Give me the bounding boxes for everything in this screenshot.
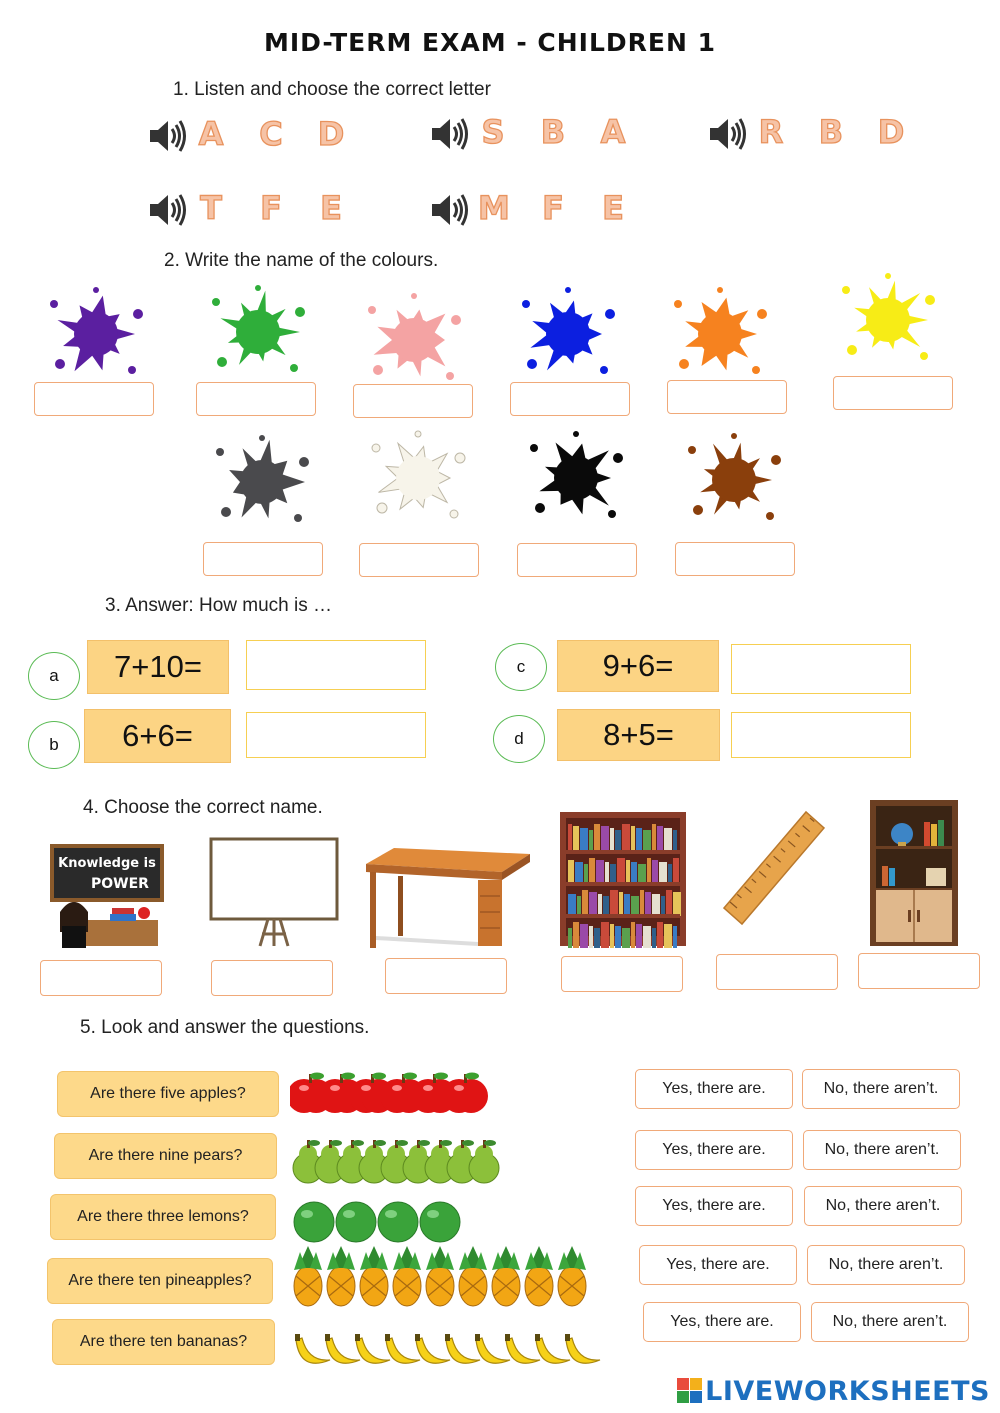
colour-answer-input[interactable] bbox=[667, 380, 787, 414]
cupboard-icon bbox=[868, 798, 960, 948]
letter-choice[interactable]: M bbox=[478, 189, 510, 227]
object-answer-select[interactable] bbox=[40, 960, 162, 996]
liveworksheets-logo bbox=[677, 1376, 990, 1407]
yes-option-button[interactable]: Yes, there are. bbox=[639, 1245, 797, 1285]
colour-answer-input[interactable] bbox=[517, 543, 637, 577]
paint-splat-icon bbox=[682, 430, 786, 530]
paint-splat-icon bbox=[524, 428, 628, 528]
letter-choice[interactable]: C bbox=[259, 115, 283, 153]
item-label-circle: c bbox=[495, 643, 547, 691]
colour-answer-input[interactable] bbox=[675, 542, 795, 576]
letter-choice[interactable]: R bbox=[758, 113, 784, 151]
letter-choices bbox=[196, 115, 346, 153]
section3-instruction: 3. Answer: How much is … bbox=[105, 595, 333, 616]
ruler-icon bbox=[720, 808, 828, 928]
paint-splat-icon bbox=[366, 428, 470, 528]
speaker-icon[interactable] bbox=[708, 114, 748, 154]
speaker-icon[interactable] bbox=[148, 116, 188, 156]
object-answer-select[interactable] bbox=[211, 960, 333, 996]
paint-splat-icon bbox=[668, 284, 772, 384]
sum-expression: 6+6= bbox=[84, 709, 231, 763]
speaker-icon[interactable] bbox=[430, 190, 470, 230]
letter-choice[interactable]: F bbox=[542, 189, 564, 227]
paint-splat-icon bbox=[516, 284, 620, 384]
liveworksheets-badge-icon bbox=[677, 1378, 703, 1406]
speaker-icon[interactable] bbox=[430, 114, 470, 154]
colour-answer-input[interactable] bbox=[196, 382, 316, 416]
sum-answer-input[interactable] bbox=[246, 640, 426, 690]
desk-icon bbox=[362, 846, 532, 950]
letter-choice[interactable]: B bbox=[540, 113, 566, 151]
yes-option-button[interactable]: Yes, there are. bbox=[643, 1302, 801, 1342]
letter-choices bbox=[756, 113, 906, 151]
speaker-icon[interactable] bbox=[148, 190, 188, 230]
item-label-circle: a bbox=[28, 652, 80, 700]
colour-answer-input[interactable] bbox=[510, 382, 630, 416]
no-option-button[interactable]: No, there aren’t. bbox=[811, 1302, 969, 1342]
page-title: MID-TERM EXAM - CHILDREN 1 bbox=[263, 28, 717, 57]
paint-splat-icon bbox=[206, 282, 310, 382]
colour-answer-input[interactable] bbox=[359, 543, 479, 577]
letter-choices bbox=[196, 189, 346, 227]
liveworksheets-brand: LIVEWORKSHEETS bbox=[705, 1376, 990, 1407]
bookshelf-icon bbox=[558, 810, 688, 948]
pineapple-row-icon bbox=[290, 1244, 598, 1308]
question-pill: Are there ten bananas? bbox=[52, 1319, 275, 1365]
paint-splat-icon bbox=[210, 432, 314, 532]
no-option-button[interactable]: No, there aren’t. bbox=[807, 1245, 965, 1285]
paint-splat-icon bbox=[362, 290, 466, 390]
item-label-circle: b bbox=[28, 721, 80, 769]
colour-answer-input[interactable] bbox=[833, 376, 953, 410]
question-pill: Are there ten pineapples? bbox=[47, 1258, 273, 1304]
letter-choice[interactable]: F bbox=[260, 189, 282, 227]
yes-option-button[interactable]: Yes, there are. bbox=[635, 1186, 793, 1226]
question-pill: Are there five apples? bbox=[57, 1071, 279, 1117]
letter-choice[interactable]: A bbox=[198, 115, 224, 153]
letter-choice[interactable]: D bbox=[877, 113, 905, 151]
letter-choice[interactable]: T bbox=[200, 189, 222, 227]
no-option-button[interactable]: No, there aren’t. bbox=[804, 1186, 962, 1226]
letter-choices bbox=[478, 113, 628, 151]
object-answer-select[interactable] bbox=[716, 954, 838, 990]
letter-choice[interactable]: A bbox=[600, 113, 626, 151]
yes-option-button[interactable]: Yes, there are. bbox=[635, 1130, 793, 1170]
paint-splat-icon bbox=[836, 270, 940, 370]
section1-instruction: 1. Listen and choose the correct letter bbox=[173, 79, 491, 100]
sum-answer-input[interactable] bbox=[246, 712, 426, 758]
object-answer-select[interactable] bbox=[858, 953, 980, 989]
no-option-button[interactable]: No, there aren’t. bbox=[802, 1069, 960, 1109]
sum-answer-input[interactable] bbox=[731, 712, 911, 758]
letter-choices bbox=[478, 189, 628, 227]
apple-row-icon bbox=[290, 1060, 491, 1124]
section2-instruction: 2. Write the name of the colours. bbox=[164, 250, 439, 271]
letter-choice[interactable]: D bbox=[317, 115, 345, 153]
colour-answer-input[interactable] bbox=[203, 542, 323, 576]
chalkboard-line-2: POWER bbox=[91, 876, 149, 892]
letter-choice[interactable]: E bbox=[602, 189, 624, 227]
colour-answer-input[interactable] bbox=[353, 384, 473, 418]
whiteboard-icon bbox=[208, 836, 340, 950]
no-option-button[interactable]: No, there aren’t. bbox=[803, 1130, 961, 1170]
pear-row-icon bbox=[290, 1128, 510, 1192]
sum-expression: 7+10= bbox=[87, 640, 229, 694]
question-pill: Are there nine pears? bbox=[54, 1133, 277, 1179]
section4-instruction: 4. Choose the correct name. bbox=[83, 797, 323, 818]
chalkboard-line-1: Knowledge is bbox=[58, 856, 156, 871]
object-answer-select[interactable] bbox=[561, 956, 683, 992]
yes-option-button[interactable]: Yes, there are. bbox=[635, 1069, 793, 1109]
banana-row-icon bbox=[290, 1318, 608, 1382]
letter-choice[interactable]: B bbox=[818, 113, 844, 151]
colour-answer-input[interactable] bbox=[34, 382, 154, 416]
sum-expression: 9+6= bbox=[557, 640, 719, 692]
question-pill: Are there three lemons? bbox=[50, 1194, 276, 1240]
teacher-chalkboard-icon bbox=[48, 842, 166, 950]
item-label-circle: d bbox=[493, 715, 545, 763]
object-answer-select[interactable] bbox=[385, 958, 507, 994]
paint-splat-icon bbox=[44, 284, 148, 384]
letter-choice[interactable]: S bbox=[481, 113, 505, 151]
sum-expression: 8+5= bbox=[557, 709, 720, 761]
sum-answer-input[interactable] bbox=[731, 644, 911, 694]
letter-choice[interactable]: E bbox=[320, 189, 342, 227]
section5-instruction: 5. Look and answer the questions. bbox=[80, 1017, 370, 1038]
